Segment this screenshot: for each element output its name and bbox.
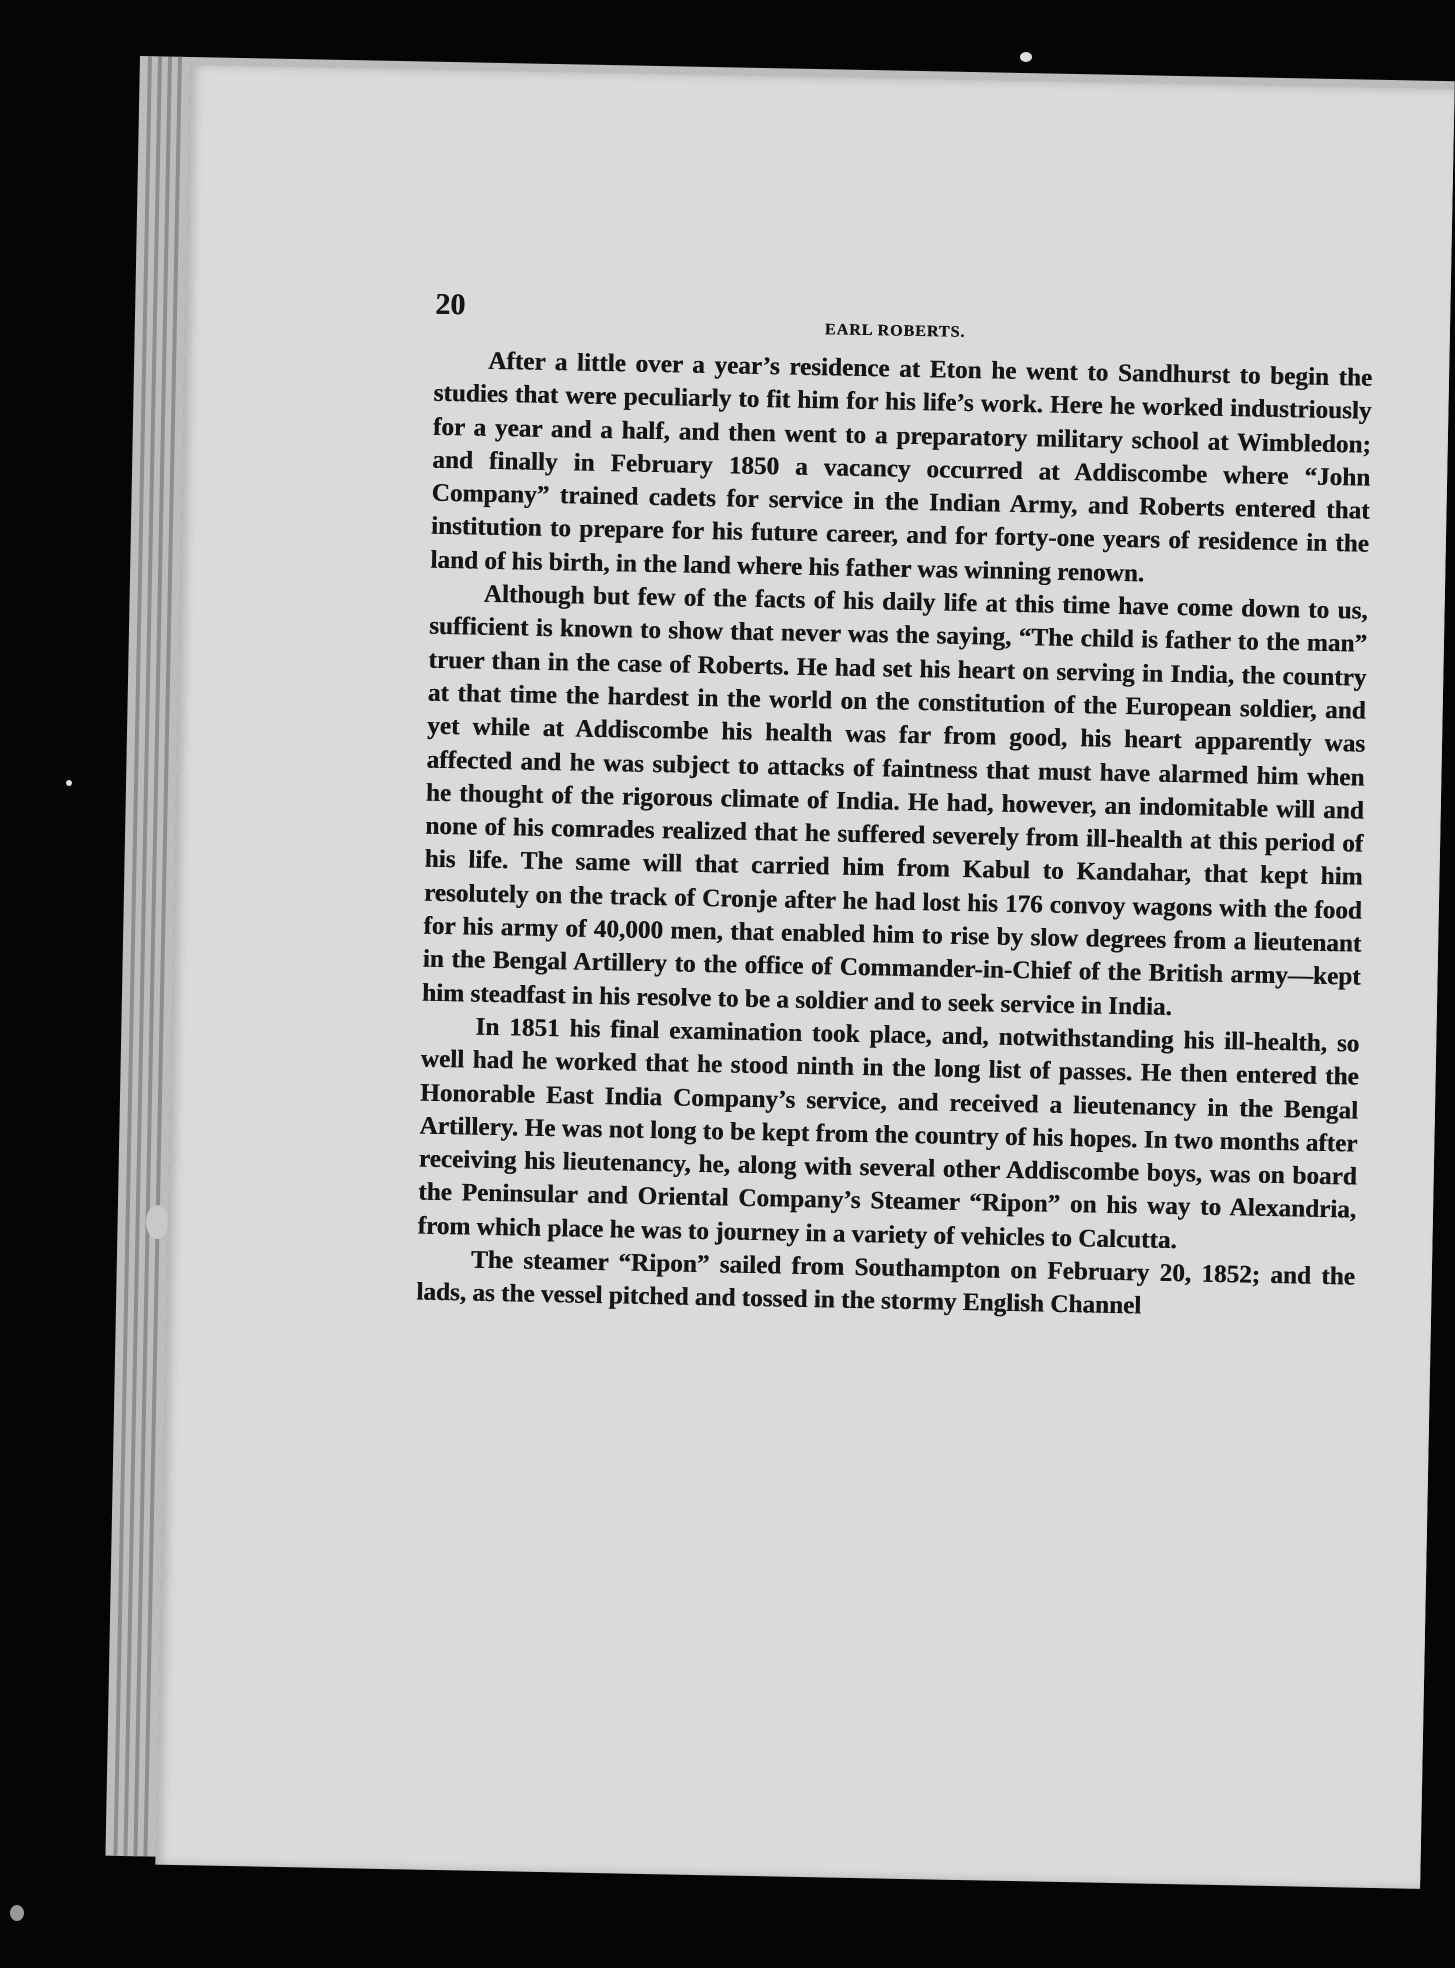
dust-speck [146,1205,168,1239]
dust-speck [1020,52,1032,62]
running-title: EARL ROBERTS. [824,321,966,341]
page-text-block [416,288,1373,1327]
paragraph: In 1851 his final examination took place, and, notwithstanding his ill-health, so well had he worked that he stood ninth in the long list of passes. He then entered the Honorable East India Company’s service, and received a lieutenancy in the Bengal Artillery. He was not long to be kept from the country of his hopes. In two months after receiving his lieutenancy, he, along with several other Addiscombe boys, was on board the Peninsular and Oriental Company’s Steamer “Ripon” on his way to Alexandria, from which place he was to journey in a variety of vehicles to Calcutta. [417,1013,1360,1254]
dust-speck [66,780,72,786]
paragraph: Although but few of the facts of his daily life at this time have come down to us, sufficient is known to show that never was the saying, “The child is father to the man” truer than in the case of Roberts. He had set his heart on serving in India, the country at that time the hardest in the world on the constitution of the European soldier, and yet while at Addiscombe his health was far from good, his heart apparently was affected and he was subject to attacks of faintness that must have alarmed him when he thought of the rigorous climate of India. He had, however, an indomitable will and none of his comrades realized that he suffered severely from ill-health at this period of his life. The same will that carried him from Kabul to Kandahar, that kept him resolutely on the track of Cronje after he had lost his 176 convoy wagons with the food for his army of 40,000 men, that enabled him to rise by slow degrees from a lieutenant in the Bengal Artillery to the office of Commander-in-Chief of the British army—kept him steadfast in his resolve to be a soldier and to seek service in India. [421,580,1368,1021]
page-edge [113,56,152,1856]
paragraph: After a little over a year’s residence at Eton he went to Sandhurst to begin the studies that were peculiarly to fit him for his life’s work. Here he worked industriously for a year and a half, and then went to a preparatory military school at Wimbledon; and finally in February 1850 a vacancy occurred at Addiscombe where “John Company” trained cadets for service in the Indian Army, and Roberts entered that institution to prepare for his future career, and for forty-one years of residence in the land of his birth, in the land where his father was winning renown. [430,347,1373,588]
book-page-stack [105,56,1454,1881]
book-page [155,65,1454,1889]
paragraph: The steamer “Ripon” sailed from Southampton on February 20, 1852; and the lads, as the vessel pitched and tossed in the stormy English Channel [416,1246,1356,1320]
dust-speck [10,1905,24,1921]
page-number: 20 [434,287,466,322]
